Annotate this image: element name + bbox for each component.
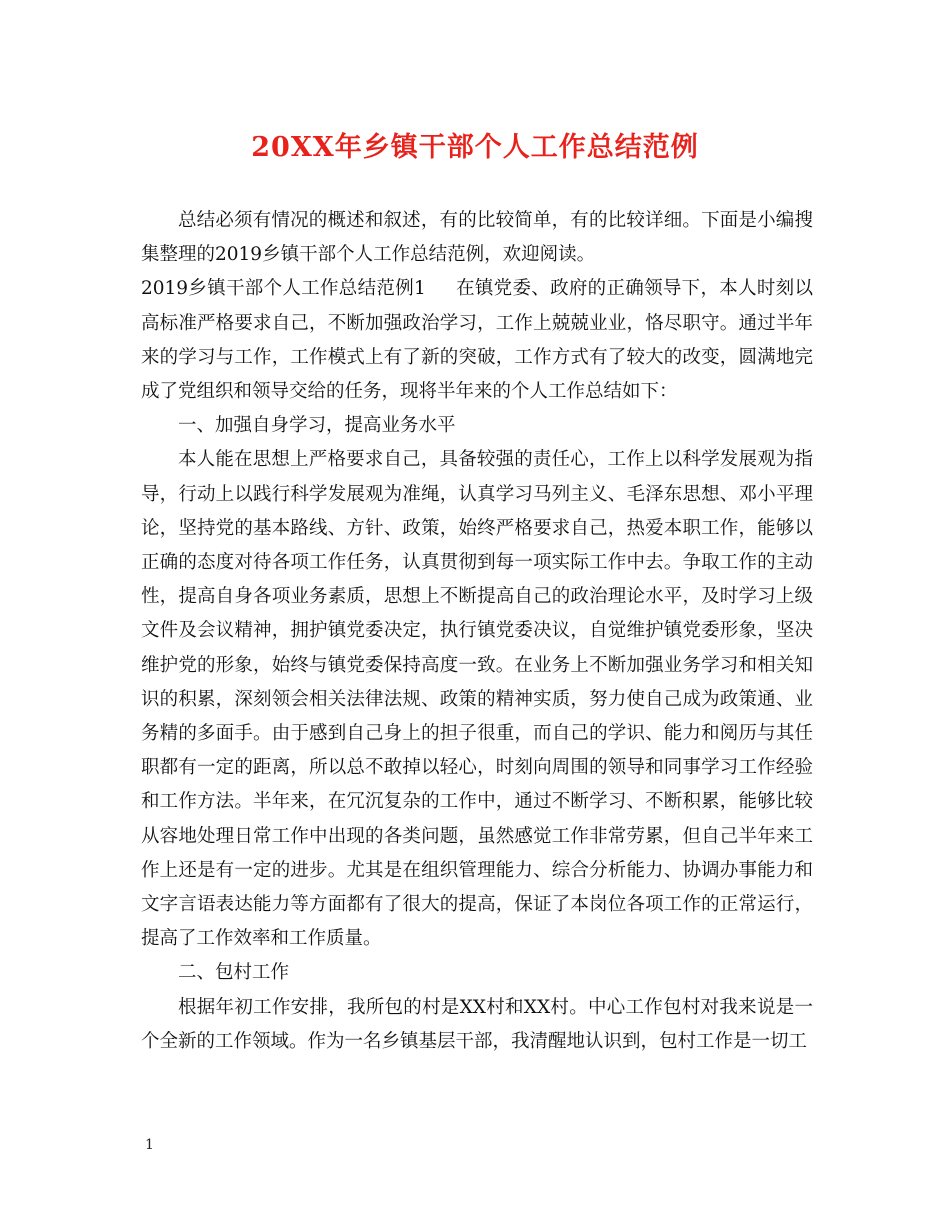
section2-body: 根据年初工作安排，我所包的村是XX村和XX村。中心工作包村对我来说是一个全新的工作领域。作为一名乡镇基层干部，我清醒地认识到，包村工作是一切工	[141, 996, 813, 1052]
section1-body: 本人能在思想上严格要求自己，具备较强的责任心，工作上以科学发展观为指导，行动上以践行科学发展观为准绳，认真学习马列主义、毛泽东思想、邓小平理论，坚持党的基本路线、方针、政策，始终严格要求自己，热爱本职工作，能够以正确的态度对待各项工作任务，认真贯彻到每一项实际工作中去。争取工作的主动性，提高自身各项业务素质，思想上不断提高自己的政治理论水平，及时学习上级文件及会议精神，拥护镇党委决定，执行镇党委决议，自觉维护镇党委形象，坚决维护党的形象，始终与镇党委保持高度一致。在业务上不断加强业务学习和相关知识的积累，深刻领会相关法律法规、政策的精神实质，努力使自己成为政策通、业务精的多面手。由于感到自己身上的担子很重，而自己的学识、能力和阅历与其任职都有一定的距离，所以总不敢掉以轻心，时刻向周围的领导和同事学习工作经验和工作方法。半年来，在冗沉复杂的工作中，通过不断学习、不断积累，能够比较从容地处理日常工作中出现的各类问题，虽然感觉工作非常劳累，但自己半年来工作上还是有一定的进步。尤其是在组织管理能力、综合分析能力、协调办事能力和文字言语表达能力等方面都有了很大的提高，保证了本岗位各项工作的正常运行，提高了工作效率和工作质量。	[141, 449, 813, 950]
example-paragraph	[141, 272, 813, 409]
intro-paragraph: 总结必须有情况的概述和叙述，有的比较简单，有的比较详细。下面是小编搜集整理的2019乡镇干部个人工作总结范例，欢迎阅读。	[141, 210, 813, 266]
example-opening: 在镇党委、政府的正确领导下，本人时刻以高标准严格要求自己，不断加强政治学习，工作上兢兢业业，恪尽职守。通过半年来的学习与工作，工作模式上有了新的突破，工作方式有了较大的改变，圆满地完成了党组织和领导交给的任务，现将半年来的个人工作总结如下：	[141, 278, 813, 403]
page-number: 1	[145, 1137, 154, 1153]
document-body	[141, 204, 813, 1059]
document-title: 20XX年乡镇干部个人工作总结范例	[251, 132, 699, 163]
section2-heading: 二、包村工作	[178, 962, 290, 984]
section1-heading: 一、加强自身学习，提高业务水平	[178, 415, 456, 437]
example-label: 2019乡镇干部个人工作总结范例1	[141, 278, 426, 300]
